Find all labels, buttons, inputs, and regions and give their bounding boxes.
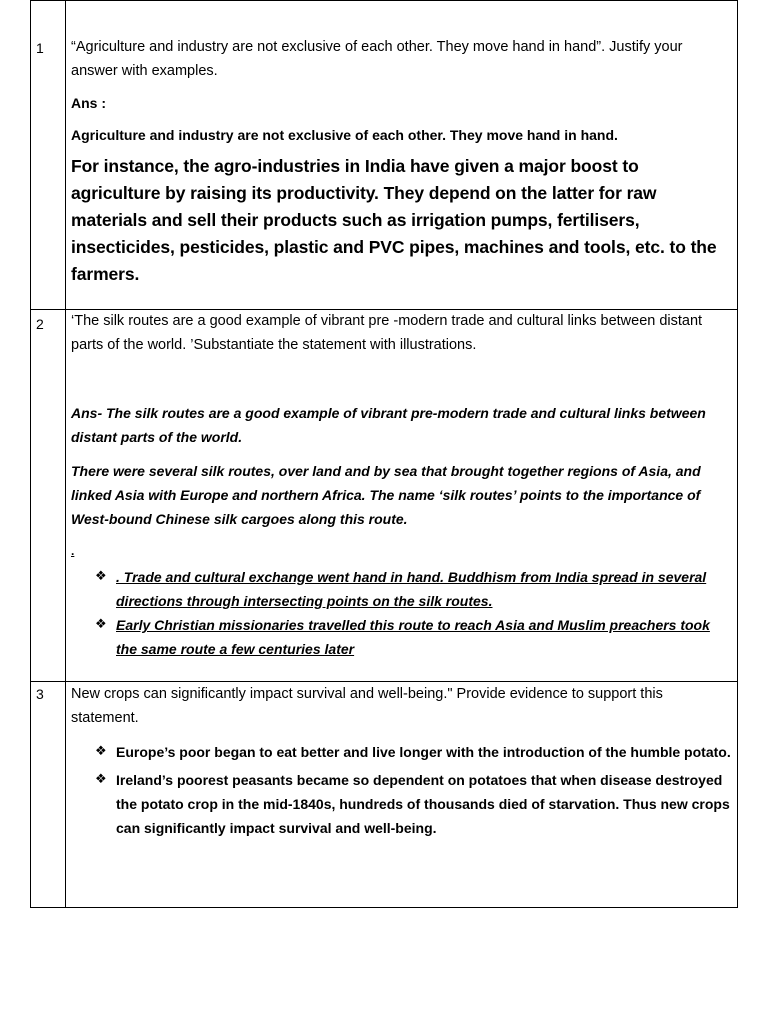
question-content-cell — [66, 1, 738, 310]
qa-table — [30, 0, 738, 908]
bullet-list — [71, 740, 731, 840]
four-diamond-bullet-icon: ❖ — [95, 743, 107, 758]
table-row — [31, 310, 738, 682]
answer-paragraph-1: Ans- The silk routes are a good example of vibrant pre-modern trade and cultural links between distant parts of the world. — [71, 405, 706, 445]
answer-body: For instance, the agro-industries in India have given a major boost to agriculture by raising its productivity. They depend on the latter for raw materials and sell their products such as irrigation pumps, fertilisers, insecticides, pesticides, plastic and PVC pipes, machines and tools, etc. to the farmers. — [71, 156, 717, 284]
list-item — [95, 613, 731, 661]
question-number-cell — [31, 310, 66, 682]
bullet-text: Ireland’s poorest peasants became so dependent on potatoes that when disease destroyed the potato crop in the mid-1840s, hundreds of thousands died of starvation. Thus new crops can significantly impact survival and well-being. — [116, 772, 730, 836]
bullet-text: Europe’s poor began to eat better and live longer with the introduction of the humble potato. — [116, 744, 731, 760]
four-diamond-bullet-icon: ❖ — [95, 771, 107, 786]
question-text: “Agriculture and industry are not exclusive of each other. They move hand in hand”. Justify your answer with examples. — [71, 39, 683, 79]
answer-lead: Agriculture and industry are not exclusive of each other. They move hand in hand. — [71, 127, 618, 143]
list-item — [95, 565, 731, 613]
question-number: 3 — [36, 686, 44, 702]
list-item — [95, 740, 731, 764]
answer-marker: . — [71, 544, 75, 558]
question-number: 2 — [36, 316, 44, 332]
question-text: ‘The silk routes are a good example of vibrant pre -modern trade and cultural links between distant parts of the world. ’Substantiate the statement with illustrations. — [71, 313, 703, 353]
question-text: New crops can significantly impact survival and well-being." Provide evidence to support this statement. — [71, 686, 663, 726]
question-number-cell — [31, 682, 66, 908]
question-number: 1 — [36, 40, 44, 56]
answer-paragraph-2: There were several silk routes, over land and by sea that brought together regions of Asia, and linked Asia with Europe and northern Africa. The name ‘silk routes’ points to the importance of West-bound Chinese silk cargoes along this route. — [71, 463, 701, 527]
bullet-text: Early Christian missionaries travelled this route to reach Asia and Muslim preachers took the same route a few centuries later — [116, 617, 710, 657]
four-diamond-bullet-icon: ❖ — [95, 616, 107, 631]
bullet-text: . Trade and cultural exchange went hand in hand. Buddhism from India spread in several directions through intersecting points on the silk routes. — [116, 569, 707, 609]
answer-label: Ans : — [71, 95, 106, 111]
question-number-cell — [31, 1, 66, 310]
question-content-cell — [66, 682, 738, 908]
table-row — [31, 1, 738, 310]
list-item — [95, 768, 731, 840]
question-content-cell — [66, 310, 738, 682]
bullet-list — [71, 565, 731, 661]
four-diamond-bullet-icon: ❖ — [95, 568, 107, 583]
table-row — [31, 682, 738, 908]
